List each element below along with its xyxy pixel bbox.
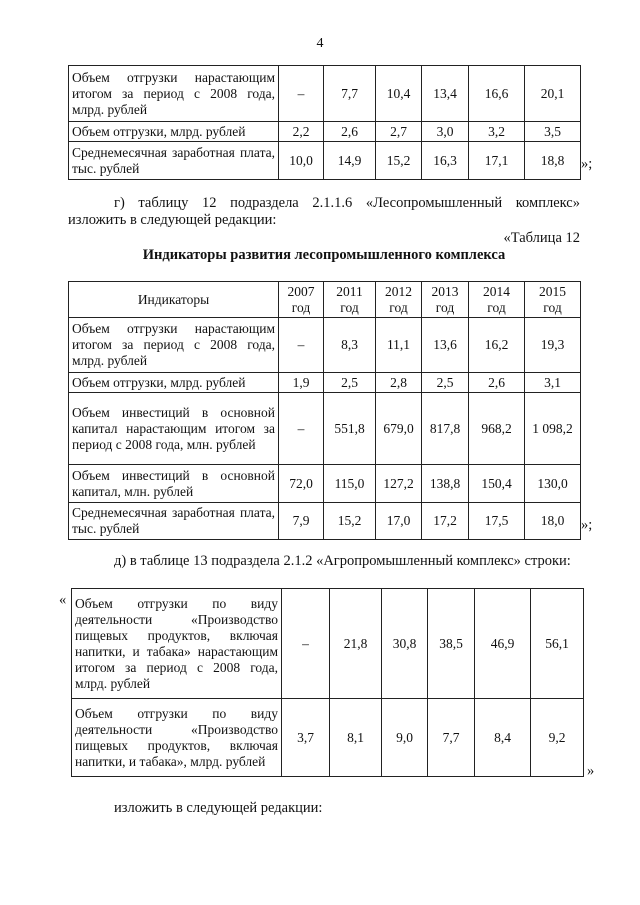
row-label: Объем отгрузки, млрд. рублей: [69, 373, 279, 393]
table13-open-mark: «: [59, 592, 67, 608]
cell-value: 968,2: [469, 393, 525, 465]
table-row: [69, 465, 581, 503]
cell-value: 127,2: [376, 465, 422, 503]
cell-value: 2,6: [324, 122, 376, 142]
cell-value: 3,1: [525, 373, 581, 393]
cell-value: 11,1: [376, 318, 422, 373]
cell-value: 17,0: [376, 503, 422, 540]
cell-value: 2,2: [279, 122, 324, 142]
header-year: 2013 год: [422, 282, 469, 318]
row-label: Объем отгрузки нарастающим итогом за период с 2008 года, млрд. рублей: [69, 66, 279, 122]
row-label: Объем отгрузки по виду деятельности «Производство пищевых продуктов, включая напитки, и табака» нарастающим итогом за период с 2008 года, млрд. рублей: [72, 589, 282, 699]
cell-value: 13,4: [422, 66, 469, 122]
header-year: 2011 год: [324, 282, 376, 318]
table-top: [68, 65, 581, 180]
cell-value: 3,5: [525, 122, 581, 142]
table12-title: Индикаторы развития лесопромышленного комплекса: [142, 247, 506, 263]
cell-value: 10,0: [279, 142, 324, 180]
paragraph-d: д) в таблице 13 подраздела 2.1.2 «Агропромышленный комплекс» строки:: [114, 553, 571, 569]
table-row: [72, 589, 584, 699]
cell-value: 16,2: [469, 318, 525, 373]
cell-value: –: [282, 589, 330, 699]
row-label: Среднемесячная заработная плата, тыс. рублей: [69, 503, 279, 540]
cell-value: 20,1: [525, 66, 581, 122]
cell-value: 3,7: [282, 699, 330, 777]
cell-value: 16,6: [469, 66, 525, 122]
cell-value: 46,9: [475, 589, 531, 699]
table-header-row: [69, 282, 581, 318]
cell-value: 21,8: [330, 589, 382, 699]
cell-value: 14,9: [324, 142, 376, 180]
row-label: Объем отгрузки нарастающим итогом за период с 2008 года, млрд. рублей: [69, 318, 279, 373]
table12-end-mark: »;: [581, 517, 593, 533]
table-row: [69, 393, 581, 465]
cell-value: 8,1: [330, 699, 382, 777]
row-label: Объем инвестиций в основной капитал, млн. рублей: [69, 465, 279, 503]
header-year: 2007 год: [279, 282, 324, 318]
cell-value: 16,3: [422, 142, 469, 180]
cell-value: 7,7: [324, 66, 376, 122]
page-number: 4: [316, 36, 324, 51]
cell-value: 3,2: [469, 122, 525, 142]
cell-value: 18,8: [525, 142, 581, 180]
cell-value: 2,6: [469, 373, 525, 393]
cell-value: 10,4: [376, 66, 422, 122]
header-indicators: Индикаторы: [69, 282, 279, 318]
cell-value: 19,3: [525, 318, 581, 373]
cell-value: 551,8: [324, 393, 376, 465]
table-13: [71, 588, 584, 777]
cell-value: 38,5: [428, 589, 475, 699]
paragraph-tail: изложить в следующей редакции:: [114, 800, 323, 816]
table-12: [68, 281, 581, 540]
cell-value: 56,1: [531, 589, 584, 699]
cell-value: 15,2: [376, 142, 422, 180]
table-row: [69, 66, 581, 122]
cell-value: 2,5: [324, 373, 376, 393]
cell-value: 9,2: [531, 699, 584, 777]
cell-value: 817,8: [422, 393, 469, 465]
table-row: [69, 142, 581, 180]
cell-value: 2,7: [376, 122, 422, 142]
cell-value: 15,2: [324, 503, 376, 540]
row-label: Объем отгрузки, млрд. рублей: [69, 122, 279, 142]
cell-value: 138,8: [422, 465, 469, 503]
cell-value: 30,8: [382, 589, 428, 699]
table12-reference: «Таблица 12: [503, 230, 580, 246]
table13-end-mark: »: [587, 763, 595, 779]
cell-value: –: [279, 66, 324, 122]
cell-value: 17,1: [469, 142, 525, 180]
cell-value: 150,4: [469, 465, 525, 503]
cell-value: 8,3: [324, 318, 376, 373]
header-year: 2015 год: [525, 282, 581, 318]
cell-value: 130,0: [525, 465, 581, 503]
cell-value: 7,7: [428, 699, 475, 777]
cell-value: 1 098,2: [525, 393, 581, 465]
cell-value: 9,0: [382, 699, 428, 777]
cell-value: 17,2: [422, 503, 469, 540]
cell-value: 2,8: [376, 373, 422, 393]
cell-value: 3,0: [422, 122, 469, 142]
table-row: [69, 373, 581, 393]
table-row: [69, 318, 581, 373]
table-row: [69, 122, 581, 142]
cell-value: 7,9: [279, 503, 324, 540]
header-year: 2014 год: [469, 282, 525, 318]
table-row: [69, 503, 581, 540]
header-year: 2012 год: [376, 282, 422, 318]
cell-value: 2,5: [422, 373, 469, 393]
cell-value: 72,0: [279, 465, 324, 503]
cell-value: 8,4: [475, 699, 531, 777]
cell-value: –: [279, 393, 324, 465]
cell-value: –: [279, 318, 324, 373]
cell-value: 1,9: [279, 373, 324, 393]
row-label: Объем отгрузки по виду деятельности «Производство пищевых продуктов, включая напитки, и табака», млрд. рублей: [72, 699, 282, 777]
cell-value: 115,0: [324, 465, 376, 503]
row-label: Среднемесячная заработная плата, тыс. рублей: [69, 142, 279, 180]
paragraph-g: г) таблицу 12 подраздела 2.1.1.6 «Лесопромышленный комплекс» изложить в следующей редакции:: [68, 195, 580, 228]
table-top-end-mark: »;: [581, 156, 593, 172]
cell-value: 13,6: [422, 318, 469, 373]
cell-value: 18,0: [525, 503, 581, 540]
table-row: [72, 699, 584, 777]
cell-value: 679,0: [376, 393, 422, 465]
cell-value: 17,5: [469, 503, 525, 540]
row-label: Объем инвестиций в основной капитал нарастающим итогом за период с 2008 года, млн. рублей: [69, 393, 279, 465]
